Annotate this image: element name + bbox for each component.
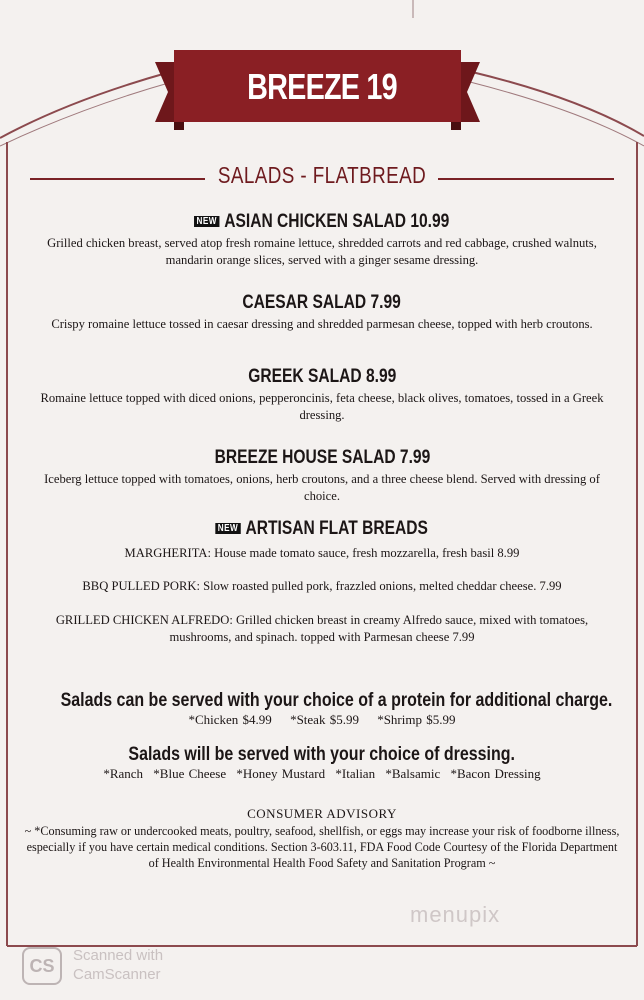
flatbread-text: GRILLED CHICKEN ALFREDO: Grilled chicken breast in creamy Alfredo sauce, mixed with tomatoes, mushrooms, and spinach. topped with Parmesan cheese 7.99 [55, 613, 589, 644]
protein-heading: Salads can be served with your choice of a protein for additional charge. [60, 689, 613, 711]
advisory-title: CONSUMER ADVISORY [247, 806, 397, 821]
flatbread-grilled-chicken-alfredo [0, 612, 644, 646]
item-name: GREEK SALAD 8.99 [247, 366, 397, 387]
consumer-advisory [0, 806, 644, 871]
item-description: Crispy romaine lettuce tossed in caesar dressing and shredded parmesan cheese, topped with herb croutons. [51, 317, 593, 331]
protein-note [0, 689, 644, 728]
section-heading [0, 162, 644, 189]
protein-option: *Shrimp $5.99 [377, 712, 456, 727]
scanned-line-1: Scanned with [73, 947, 164, 964]
flatbread-bbq-pulled-pork: BBQ PULLED PORK: Slow roasted pulled pork, frazzled onions, melted cheddar cheese. 7.99 [82, 579, 562, 593]
camscanner-watermark [73, 946, 163, 984]
dressing-option: *Honey Mustard [236, 766, 326, 781]
item-title [216, 518, 429, 540]
top-edge-mark [412, 0, 414, 18]
new-badge: NEW [194, 216, 219, 227]
advisory-text: ~ *Consuming raw or undercooked meats, poultry, seafood, shellfish, or eggs may increase your risk of foodborne illness, especially if you have certain medical conditions. Section 3-603.11, FDA Food Code Courtesy of the Florida Department of Health Environmental Health Food Safety and Sanitation Program ~ [24, 824, 620, 870]
dressing-note [0, 743, 644, 782]
menu-section-flat-breads [0, 518, 644, 540]
item-description: Grilled chicken breast, served atop fresh romaine lettuce, shredded carrots and red cabbage, crushed walnuts, mandarin orange slices, served with a ginger sesame dressing. [47, 236, 597, 267]
dressing-option: *Bacon Dressing [450, 766, 541, 781]
menu-item-asian-chicken-salad [0, 211, 644, 269]
dressing-heading: Salads will be served with your choice of dressing. [128, 743, 516, 765]
item-description: Romaine lettuce topped with diced onions, pepperoncinis, feta cheese, black olives, tomatoes, tossed in a Greek dressing. [40, 391, 604, 422]
restaurant-title: BREEZE 19 [247, 66, 397, 107]
dressing-option: *Italian [335, 766, 376, 781]
protein-options [0, 712, 644, 728]
flatbread-margherita: MARGHERITA: House made tomato sauce, fresh mozzarella, fresh basil 8.99 [124, 546, 520, 560]
menu-item-greek-salad [0, 366, 644, 424]
item-title [194, 211, 449, 233]
item-name: CAESAR SALAD 7.99 [242, 292, 402, 313]
new-badge: NEW [216, 523, 241, 534]
protein-option: *Steak $5.99 [290, 712, 359, 727]
menupix-watermark: menupix [410, 902, 501, 927]
dressing-option: *Balsamic [385, 766, 441, 781]
protein-option: *Chicken $4.99 [188, 712, 272, 727]
item-description: Iceberg lettuce topped with tomatoes, onions, herb croutons, and a three cheese blend. Served with dressing of choice. [44, 472, 600, 503]
dressing-options [0, 766, 644, 782]
scanned-line-2: CamScanner [73, 966, 161, 983]
flatbreads-title: ARTISAN FLAT BREADS [245, 518, 429, 539]
dressing-option: *Ranch [103, 766, 144, 781]
camscanner-logo-icon: CS [22, 947, 62, 985]
item-name: BREEZE HOUSE SALAD 7.99 [214, 447, 430, 468]
menu-item-caesar-salad [0, 292, 644, 333]
section-title: SALADS - FLATBREAD [217, 162, 427, 188]
item-name: ASIAN CHICKEN SALAD 10.99 [224, 211, 450, 232]
menu-item-breeze-house-salad [0, 447, 644, 505]
dressing-option: *Blue Cheese [153, 766, 227, 781]
